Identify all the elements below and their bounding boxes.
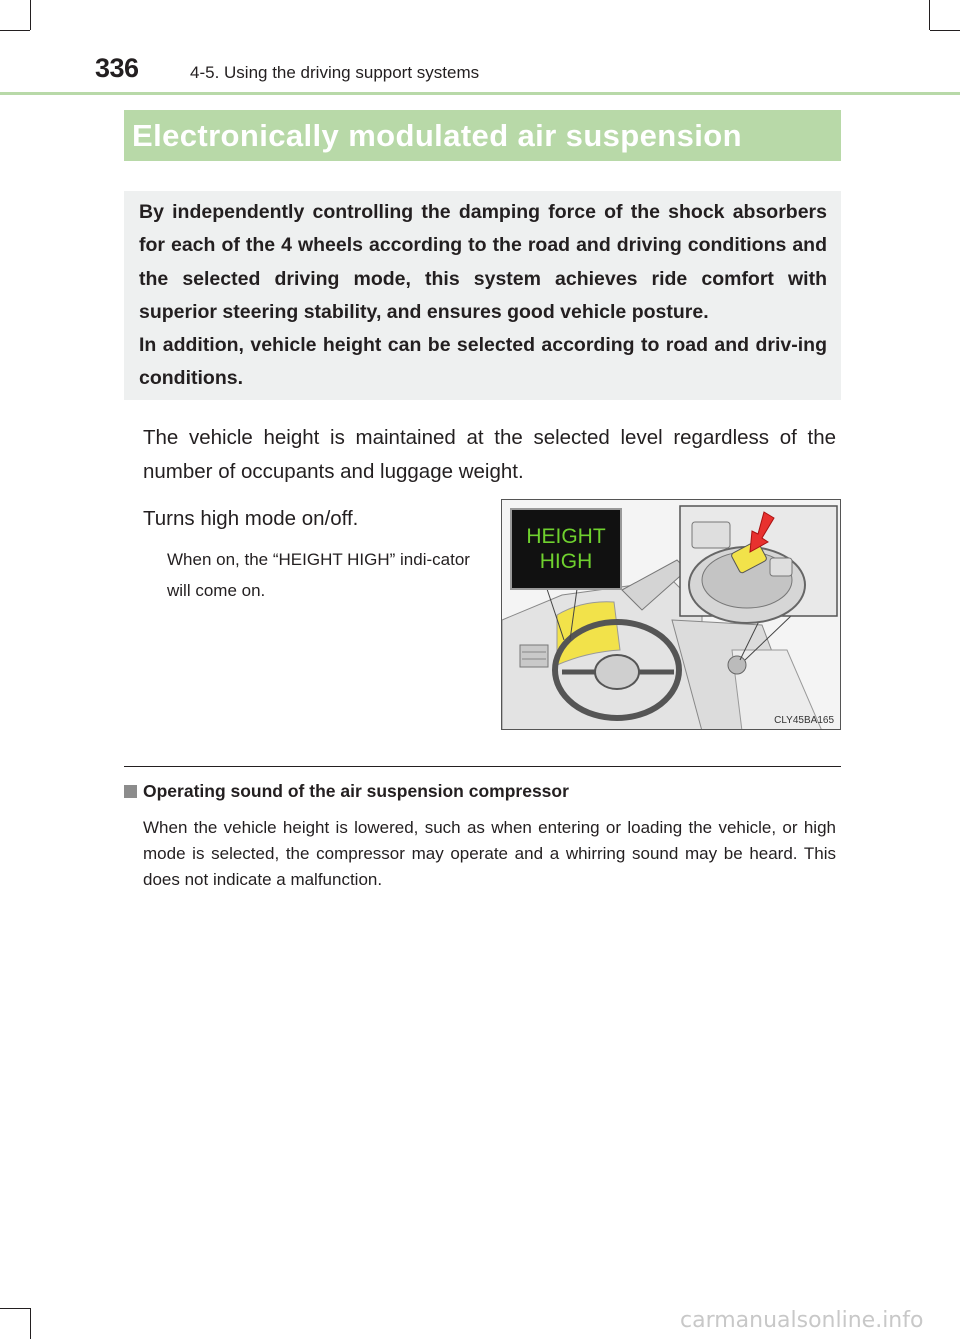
note-heading-text: Operating sound of the air suspension compressor: [143, 781, 569, 801]
indicator-line-1: HEIGHT: [526, 525, 606, 548]
crop-mark: [30, 1308, 31, 1339]
intro-box: [124, 191, 841, 400]
section-reference: 4-5. Using the driving support systems: [190, 63, 480, 82]
section-rule: [124, 766, 841, 767]
square-bullet-icon: [124, 785, 137, 798]
note-body: When the vehicle height is lowered, such as when entering or loading the vehicle, or high mode is selected, the compressor may operate and a whirring sound may be heard. This does not indicate a malfunction.: [143, 818, 836, 889]
header-rule: [0, 92, 960, 95]
figure-code: CLY45BA165: [774, 715, 834, 726]
figure-illustration: [501, 499, 841, 730]
crop-mark: [30, 0, 31, 30]
note-heading: [124, 781, 569, 802]
height-high-indicator: [510, 508, 622, 590]
page-title: Electronically modulated air suspension: [124, 110, 841, 161]
crop-mark: [0, 1308, 30, 1309]
intro-paragraph: In addition, vehicle height can be selected according to road and driv-ing conditions.: [139, 334, 827, 390]
crop-mark: [929, 0, 930, 30]
crop-mark: [0, 30, 30, 31]
page-number: 336: [95, 53, 139, 83]
intro-paragraph: By independently controlling the damping force of the shock absorbers for each of the 4 wheels according to the road and driving conditions and the selected driving mode, this system achieves ride comfort with superior steering stability, and ensures good vehicle posture.: [139, 201, 827, 323]
crop-mark: [930, 30, 960, 31]
watermark: carmanualsonline.info: [680, 1308, 924, 1333]
step-text: Turns high mode on/off.: [143, 507, 359, 530]
step-note: When on, the “HEIGHT HIGH” indi-cator will come on.: [167, 550, 470, 600]
body-paragraph: The vehicle height is maintained at the selected level regardless of the number of occupants and luggage weight.: [143, 426, 836, 483]
indicator-line-2: HIGH: [539, 550, 593, 573]
